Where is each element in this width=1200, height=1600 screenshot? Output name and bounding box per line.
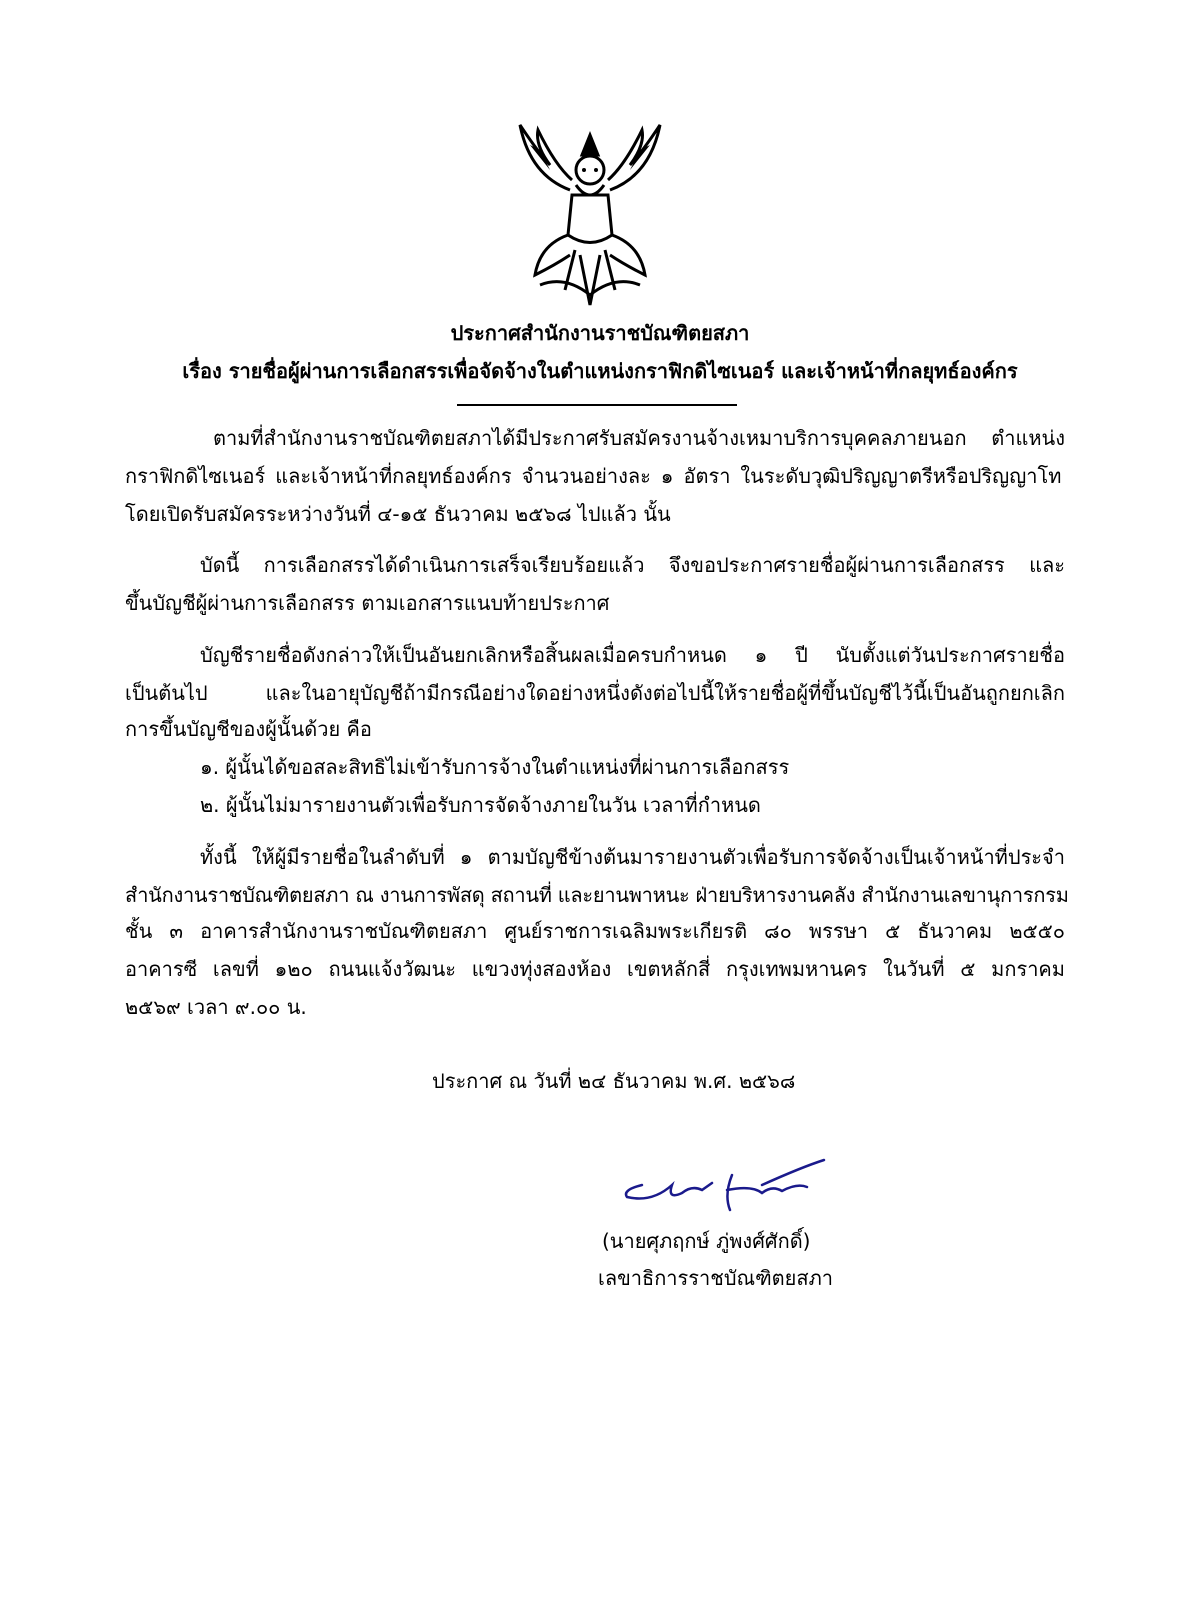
paragraph-1-line: ตามที่สำนักงานราชบัณฑิตยสภาได้มีประกาศรับสมัครงานจ้างเหมาบริการบุคคลภายนอก ตำแหน่ง bbox=[213, 426, 1065, 450]
list-item: ๑. ผู้นั้นได้ขอสละสิทธิไม่เข้ารับการจ้างในตำแหน่งที่ผ่านการเลือกสรร bbox=[200, 755, 790, 779]
paragraph-2-line: บัดนี้ การเลือกสรรได้ดำเนินการเสร็จเรียบร้อยแล้ว จึงขอประกาศรายชื่อผู้ผ่านการเลือกสรร และ bbox=[200, 553, 1065, 577]
paragraph-4-line: สำนักงานราชบัณฑิตยสภา ณ งานการพัสดุ สถานที่ และยานพาหนะ ฝ่ายบริหารงานคลัง สำนักงานเลขานุการกรม bbox=[125, 883, 1069, 907]
signatory-position: เลขาธิการราชบัณฑิตยสภา bbox=[598, 1266, 834, 1290]
paragraph-2-line: ขึ้นบัญชีผู้ผ่านการเลือกสรร ตามเอกสารแนบท้ายประกาศ bbox=[125, 591, 610, 615]
subject-line: เรื่อง รายชื่อผู้ผ่านการเลือกสรรเพื่อจัดจ้างในตำแหน่งกราฟิกดิไซเนอร์ และเจ้าหน้าที่กลยุทธ์องค์กร bbox=[182, 359, 1018, 383]
list-item: ๒. ผู้นั้นไม่มารายงานตัวเพื่อรับการจัดจ้างภายในวัน เวลาที่กำหนด bbox=[200, 793, 761, 817]
page-title: ประกาศสำนักงานราชบัณฑิตยสภา bbox=[450, 321, 750, 345]
announcement-date: ประกาศ ณ วันที่ ๒๔ ธันวาคม พ.ศ. ๒๕๖๘ bbox=[432, 1069, 796, 1093]
paragraph-4-line: ๒๕๖๙ เวลา ๙.๐๐ น. bbox=[125, 995, 307, 1019]
paragraph-3-line: เป็นต้นไป และในอายุบัญชีถ้ามีกรณีอย่างใดอย่างหนึ่งดังต่อไปนี้ให้รายชื่อผู้ที่ขึ้นบัญชีไว้นี้เป็นอันถูกยกเลิก bbox=[125, 681, 1065, 705]
divider bbox=[457, 404, 737, 406]
paragraph-3-line: บัญชีรายชื่อดังกล่าวให้เป็นอันยกเลิกหรือสิ้นผลเมื่อครบกำหนด ๑ ปี นับตั้งแต่วันประกาศรายชื่อ bbox=[200, 643, 1065, 667]
garuda-emblem-icon bbox=[510, 115, 670, 315]
paragraph-3-line: การขึ้นบัญชีของผู้นั้นด้วย คือ bbox=[125, 717, 372, 741]
signatory-name: (นายศุภฤกษ์ ภู่พงศ์ศักดิ์) bbox=[602, 1229, 811, 1253]
paragraph-4-line: ชั้น ๓ อาคารสำนักงานราชบัณฑิตยสภา ศูนย์ราชการเฉลิมพระเกียรติ ๘๐ พรรษา ๕ ธันวาคม ๒๕๕๐ bbox=[125, 919, 1065, 943]
paragraph-1-line: โดยเปิดรับสมัครระหว่างวันที่ ๔-๑๕ ธันวาคม ๒๕๖๘ ไปแล้ว นั้น bbox=[125, 502, 671, 526]
signature-icon bbox=[612, 1155, 832, 1225]
paragraph-1-line: กราฟิกดิไซเนอร์ และเจ้าหน้าที่กลยุทธ์องค์กร จำนวนอย่างละ ๑ อัตรา ในระดับวุฒิปริญญาตรีหรือปริญญาโท bbox=[125, 464, 1062, 488]
paragraph-4-line: ทั้งนี้ ให้ผู้มีรายชื่อในลำดับที่ ๑ ตามบัญชีข้างต้นมารายงานตัวเพื่อรับการจัดจ้างเป็นเจ้าหน้าที่ประจำ bbox=[200, 845, 1065, 869]
paragraph-4-line: อาคารซี เลขที่ ๑๒๐ ถนนแจ้งวัฒนะ แขวงทุ่งสองห้อง เขตหลักสี่ กรุงเทพมหานคร ในวันที่ ๕ มกราคม bbox=[125, 957, 1065, 981]
